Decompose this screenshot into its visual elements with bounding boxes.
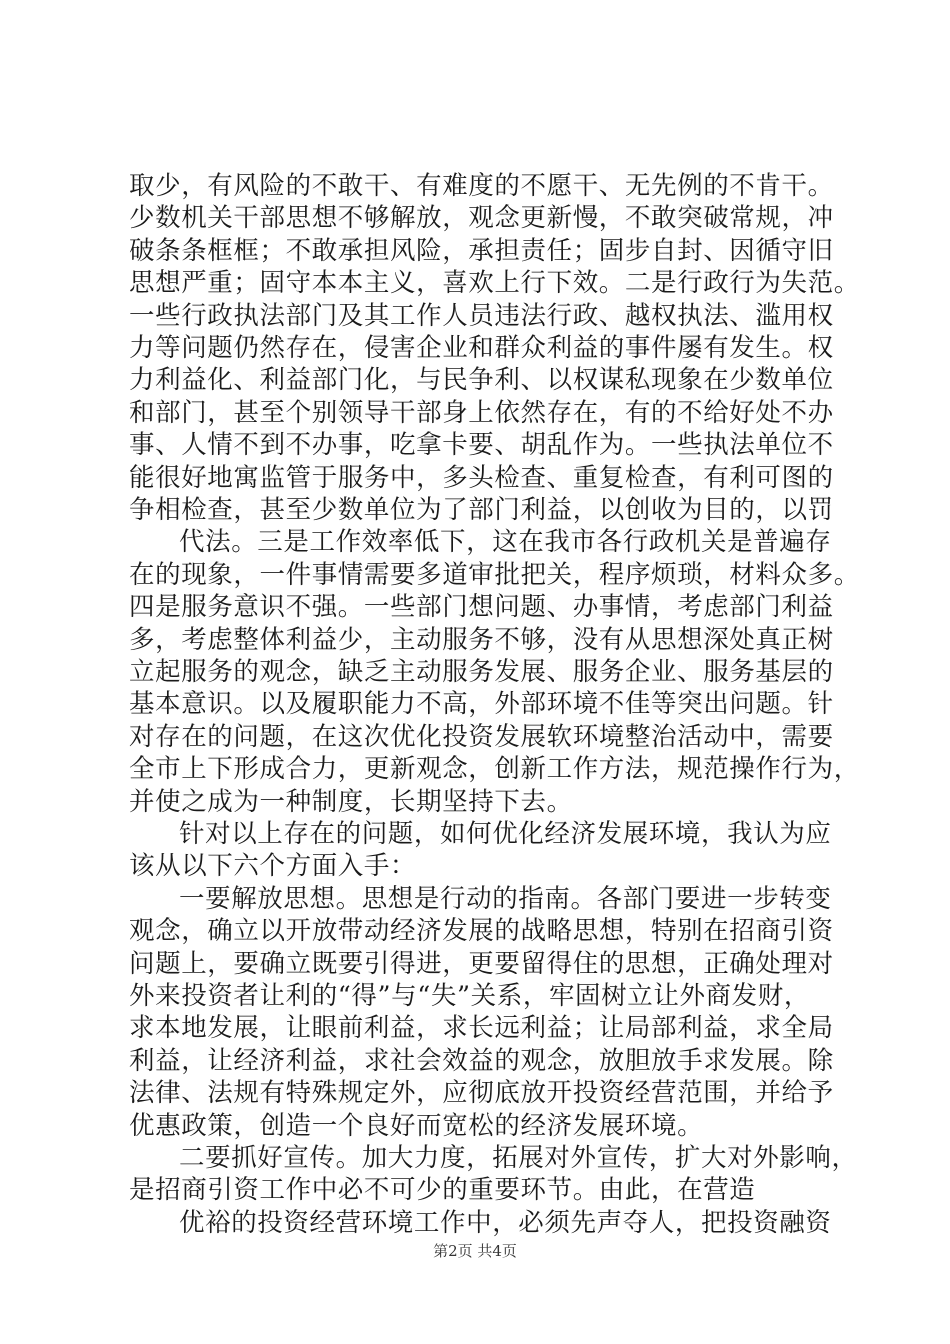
text-line: 二要抓好宣传。加大力度，拓展对外宣传，扩大对外影响， (179, 1143, 858, 1173)
text-line: 外来投资者让利的“得”与“失”关系，牢固树立让外商发财， (129, 981, 810, 1011)
text-line: 能很好地寓监管于服务中，多头检查、重复检查，有利可图的 (129, 462, 834, 493)
text-line: 和部门，甚至个别领导干部身上依然存在，有的不给好处不办 (129, 397, 834, 428)
text-line: 观念，确立以开放带动经济发展的战略思想，特别在招商引资 (129, 916, 834, 947)
text-line: 力等问题仍然存在，侵害企业和群众利益的事件屡有发生。权 (129, 333, 834, 363)
text-line: 是招商引资工作中必不可少的重要环节。由此，在营造 (129, 1175, 756, 1206)
text-line: 一要解放思想。思想是行动的指南。各部门要进一步转变 (179, 883, 832, 914)
text-line: 并使之成为一种制度，长期坚持下去。 (129, 786, 573, 817)
text-line: 求本地发展，让眼前利益，求长远利益；让局部利益，求全局 (129, 1013, 834, 1044)
text-line: 问题上，要确立既要引得进，更要留得住的思想，正确处理对 (129, 948, 834, 979)
text-line: 利益，让经济利益，求社会效益的观念，放胆放手求发展。除 (129, 1045, 834, 1076)
text-line: 多，考虑整体利益少，主动服务不够，没有从思想深处真正树 (129, 624, 834, 655)
text-line: 思想严重；固守本本主义，喜欢上行下效。二是行政行为失范。 (129, 268, 860, 299)
text-line: 基本意识。以及履职能力不高，外部环境不佳等突出问题。针 (129, 689, 834, 720)
text-line: 优裕的投资经营环境工作中，必须先声夺人，把投资融资 (179, 1207, 832, 1238)
text-line: 取少，有风险的不敢干、有难度的不愿干、无先例的不肯干。 (129, 171, 834, 201)
text-line: 少数机关干部思想不够解放，观念更新慢，不敢突破常规，冲 (129, 203, 834, 234)
text-line: 力利益化、利益部门化，与民争利、以权谋私现象在少数单位 (129, 365, 834, 396)
text-line: 针对以上存在的问题，如何优化经济发展环境，我认为应 (179, 819, 832, 849)
text-line: 对存在的问题，在这次优化投资发展软环境整治活动中，需要 (129, 721, 834, 752)
text-line: 在的现象，一件事情需要多道审批把关，程序烦琐，材料众多。 (129, 559, 860, 590)
text-line: 破条条框框；不敢承担风险，承担责任；固步自封、因循守旧 (129, 235, 834, 266)
text-line: 一些行政执法部门及其工作人员违法行政、越权执法、滥用权 (129, 300, 834, 331)
text-line: 争相检查，甚至少数单位为了部门利益，以创收为目的，以罚 (129, 495, 834, 525)
text-line: 法律、法规有特殊规定外，应彻底放开投资经营范围，并给予 (129, 1078, 834, 1109)
text-line: 立起服务的观念，缺乏主动服务发展、服务企业、服务基层的 (129, 657, 834, 687)
text-line: 优惠政策，创造一个良好而宽松的经济发展环境。 (129, 1110, 704, 1141)
text-line: 全市上下形成合力，更新观念，创新工作方法，规范操作行为， (129, 754, 860, 785)
text-line: 代法。三是工作效率低下，这在我市各行政机关是普遍存 (179, 527, 832, 558)
text-line: 该从以下六个方面入手： (129, 851, 417, 882)
text-line: 四是服务意识不强。一些部门想问题、办事情，考虑部门利益 (129, 592, 834, 623)
text-line: 事、人情不到不办事，吃拿卡要、胡乱作为。一些执法单位不 (129, 430, 834, 461)
page-footer: 第2页 共4页 (433, 1242, 517, 1260)
